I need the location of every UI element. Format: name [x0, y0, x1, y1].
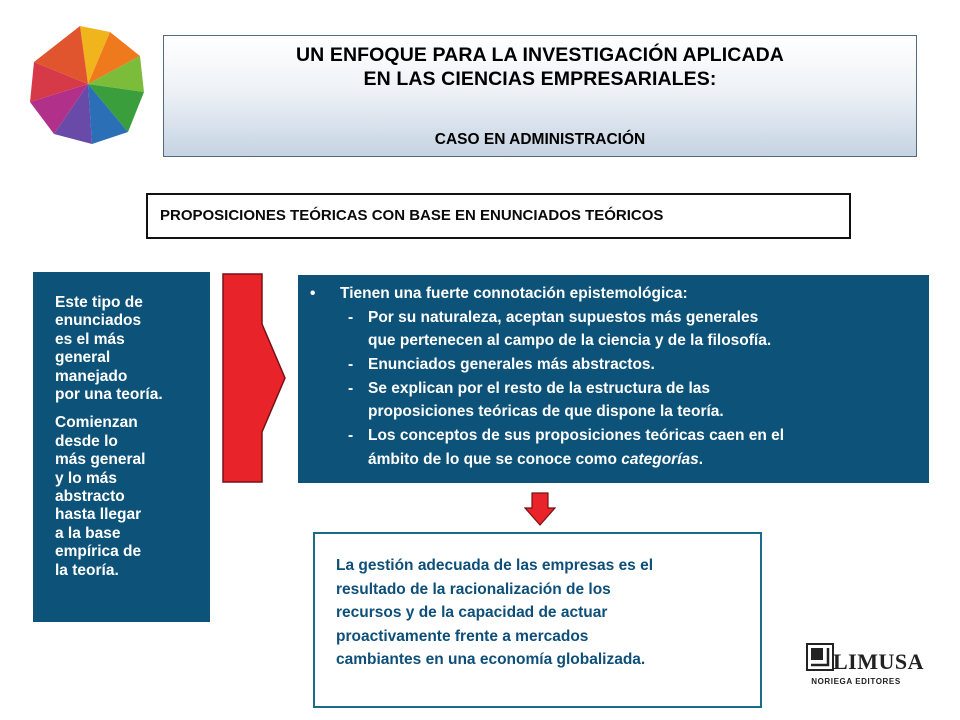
item-4-line-1: Los conceptos de sus proposiciones teóricas caen en el [368, 427, 785, 444]
left-p2-line: la teoría. [55, 561, 119, 579]
left-p1-line: por una teoría. [55, 386, 163, 404]
epistemological-panel [298, 275, 929, 483]
item-1-line-2: que pertenecen al campo de la ciencia y de la filosofía. [368, 332, 772, 349]
title-line-2: EN LAS CIENCIAS EMPRESARIALES: [363, 68, 717, 90]
conclusion-line: resultado de la racionalización de los [336, 580, 611, 598]
item-4-line-2-end: . [698, 451, 704, 468]
left-p2-line: a la base [55, 524, 121, 542]
item-dash: - [348, 427, 354, 444]
publisher-name: LIMUSA [833, 649, 925, 674]
item-3-line-1: Se explican por el resto de la estructura de las [368, 380, 710, 397]
item-3-line-2: proposiciones teóricas de que dispone la teoría. [368, 403, 724, 420]
conclusion-line: proactivamente frente a mercados [336, 627, 589, 645]
left-p1-line: enunciados [55, 312, 142, 330]
left-p1-line: general [55, 349, 111, 367]
title-subtitle: CASO EN ADMINISTRACIÓN [434, 131, 646, 148]
item-4-line-2-text: ámbito de lo que se conoce como [368, 451, 622, 468]
title-line-1: UN ENFOQUE PARA LA INVESTIGACIÓN APLICADA [295, 44, 784, 66]
left-p1-line: es el más [55, 330, 125, 348]
limusa-mark-icon [806, 643, 834, 671]
bullet-icon: • [310, 285, 316, 302]
publisher-logo [806, 643, 925, 689]
left-p2-line: abstracto [55, 488, 125, 506]
left-p2-line: desde lo [55, 432, 118, 450]
left-p1-line: Este tipo de [55, 294, 143, 311]
conclusion-line: La gestión adecuada de las empresas es el [336, 557, 654, 574]
star-logo [22, 18, 154, 150]
left-description-panel [33, 272, 210, 622]
propositions-heading [146, 193, 851, 239]
left-paragraph-1 [55, 294, 210, 404]
item-1-line-1: Por su naturaleza, aceptan supuestos más generales [368, 309, 759, 326]
item-dash: - [348, 356, 354, 373]
left-p1-line: manejado [55, 367, 128, 385]
left-p2-line: hasta llegar [55, 506, 142, 524]
categorias-term: categorías [621, 451, 699, 468]
publisher-tagline: NORIEGA EDITORES [811, 677, 901, 686]
conclusion-line: cambiantes en una economía globalizada. [336, 651, 646, 668]
down-arrow-icon [524, 492, 556, 526]
left-p2-line: empírica de [55, 543, 142, 561]
item-dash: - [348, 380, 354, 397]
conclusion-box [313, 532, 762, 708]
right-arrow-icon [222, 272, 286, 484]
conclusion-line: recursos y de la capacidad de actuar [336, 604, 608, 621]
propositions-heading-text: PROPOSICIONES TEÓRICAS CON BASE EN ENUNCIADOS TEÓRICOS [160, 207, 664, 224]
bullet-text: Tienen una fuerte connotación epistemológica: [340, 285, 688, 302]
item-dash: - [348, 309, 354, 326]
left-p2-line: Comienzan [55, 414, 138, 432]
left-p2-line: y lo más [55, 469, 118, 487]
left-paragraph-2 [55, 414, 210, 580]
left-p2-line: más general [55, 451, 146, 469]
title-box [163, 35, 917, 157]
item-4-line-2 [368, 451, 703, 469]
item-2-line-1: Enunciados generales más abstractos. [368, 356, 655, 373]
